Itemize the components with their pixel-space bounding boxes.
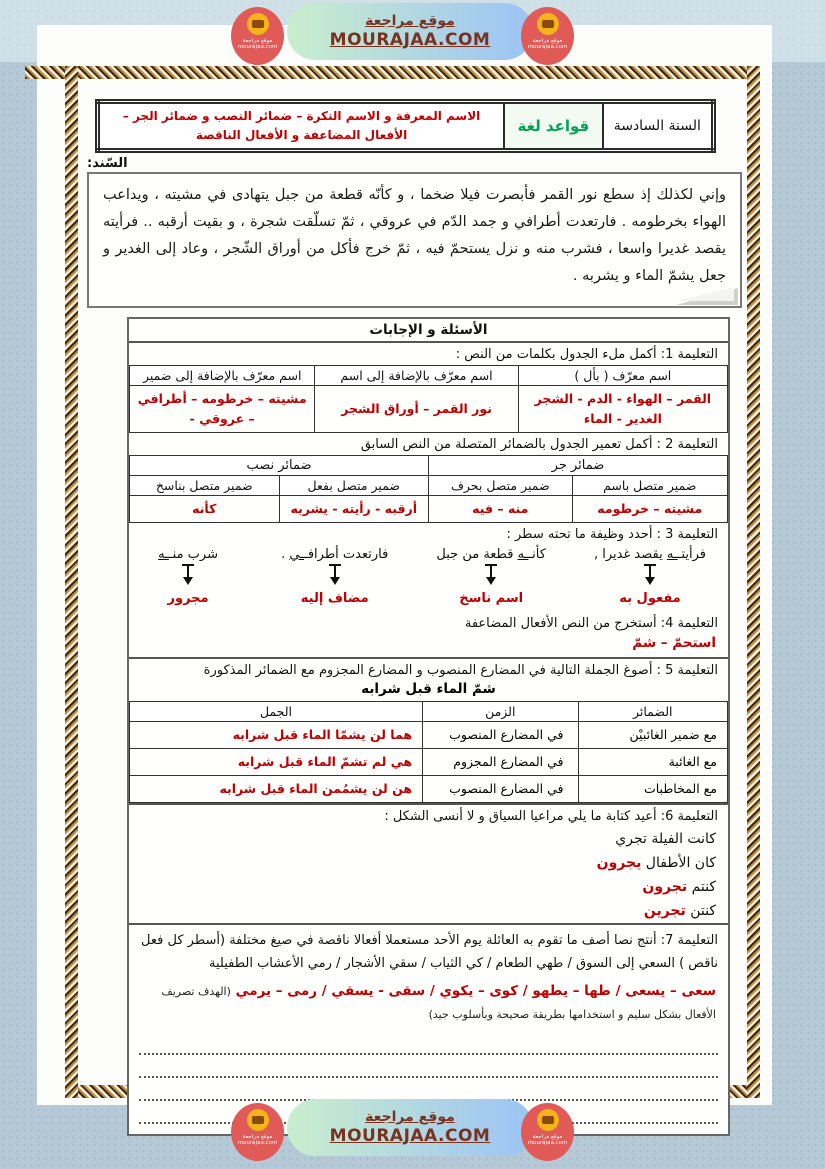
document-content — [87, 95, 742, 1091]
answer-cell: مشيته – خرطومه – أطرافي – عروقي - — [130, 385, 315, 432]
exercise-7-instruction: التعليمة 7: أنتج نصا أصف ما تقوم به العائلة يوم الأحد مستعملا أفعالا ناقصة في صيغ مختلفة (أسطر كل فعل ناقص ) السعي إلى السوق / طهي الطعام / كي الثياب / سقي الأشجار / رمي الأعشاب الطفيلية — [141, 932, 718, 972]
tense-cell: في المضارع المنصوب — [423, 775, 578, 802]
table-header-row — [130, 475, 728, 495]
exercise-6 — [129, 803, 728, 923]
exercise-3-diagram — [129, 545, 728, 612]
answer-cell: منه – فيه — [429, 495, 573, 522]
group-header-row — [130, 455, 728, 475]
site-logo-badge — [521, 7, 574, 65]
column-header: الزمن — [423, 701, 578, 721]
sentence-cell: هن لن يشمُمن الماء قبل شرابه — [130, 775, 423, 802]
answer-cell: كأنه — [130, 495, 280, 522]
underlined-phrase: كأنــه قطعة من جبل — [436, 546, 546, 562]
table-header-row — [130, 365, 728, 385]
pronoun-cell: مع ضمير الغائبيْن — [578, 721, 728, 748]
pronoun-cell: مع المخاطبات — [578, 775, 728, 802]
table-row — [130, 721, 728, 748]
diagram-item — [594, 547, 706, 606]
site-domain: MOURAJAA.COM — [329, 30, 491, 50]
site-domain: MOURAJAA.COM — [329, 1126, 491, 1146]
diagram-item — [143, 547, 233, 606]
column-header: ضمير متصل بفعل — [279, 475, 429, 495]
subject-cell: قواعد لغة — [504, 102, 603, 151]
underlined-phrase: فرأيتــه يقصد غديرا , — [594, 546, 706, 562]
book-logo-icon — [537, 13, 559, 35]
badge-text-ar: موقع مراجعة — [242, 1134, 273, 1140]
site-banner-top — [0, 0, 825, 72]
site-logo-badge — [521, 1103, 574, 1161]
exercise-1 — [129, 343, 728, 433]
topics-cell: الاسم المعرفة و الاسم النكرة – ضمائر النصب و ضمائر الجر – الأفعال المضاعفة و الأفعال الناقصة — [98, 102, 505, 151]
rewrite-line: كان الأطفال يجرون — [596, 854, 716, 871]
exercise-5 — [129, 657, 728, 803]
sentence-cell: هي لم تشمّ الماء قبل شرابه — [130, 748, 423, 775]
table-header-row — [130, 701, 728, 721]
exercise-1-table — [129, 365, 728, 433]
answer-cell: أرقبه - رأيته - يشربه — [279, 495, 429, 522]
down-arrow-icon — [187, 566, 189, 581]
lesson-header-table — [95, 99, 716, 153]
exercise-5-sentence: شمّ الماء قبل شرابه — [361, 680, 496, 697]
group-header: ضمائر نصب — [130, 455, 429, 475]
rewrite-line: كنتن تجرين — [643, 902, 716, 919]
sanad-text-box — [87, 172, 742, 307]
answer-cell: نور القمر – أوراق الشجر — [315, 385, 518, 432]
exercise-2-instruction: التعليمة 2 : أكمل تعمير الجدول بالضمائر المتصلة من النص السابق — [360, 436, 718, 452]
diagram-item — [436, 547, 546, 606]
exercise-7-answer: سعى – يسعى / طها – يطهو / كوى – يكوي / سقى - يسقي / رمى – يرمي (الهدف تصريف الأفعال بشكل سليم و استخدامها بطريقة صحيحة وبأسلوب جيد) — [161, 983, 716, 1022]
column-header: اسم معرّف ( بأل ) — [518, 365, 727, 385]
questions-answers-box — [127, 317, 730, 1137]
badge-text-domain: mourajaa.com — [527, 44, 568, 50]
badge-text-domain: mourajaa.com — [237, 44, 278, 50]
exercise-7-goal-note: (الهدف تصريف الأفعال بشكل سليم و استخدامها بطريقة صحيحة وبأسلوب جيد) — [161, 985, 716, 1022]
column-header: ضمير متصل بحرف — [429, 475, 573, 495]
rewrite-line: كانت الفيلة تجري — [615, 830, 716, 847]
answer-cell: مشيته – خرطومه — [572, 495, 727, 522]
exercise-5-instruction: التعليمة 5 : أصوغ الجملة التالية في المضارع المنصوب و المضارع المجزوم مع الضمائر المذكورة — [203, 662, 718, 678]
column-header: ضمير متصل بناسخ — [130, 475, 280, 495]
exercise-1-instruction: التعليمة 1: أكمل ملء الجدول بكلمات من النص : — [455, 346, 718, 362]
site-logo-badge — [231, 7, 284, 65]
badge-text-domain: mourajaa.com — [237, 1140, 278, 1146]
exercise-5-table — [129, 701, 728, 803]
site-link[interactable] — [287, 1099, 533, 1156]
badge-text-domain: mourajaa.com — [527, 1140, 568, 1146]
column-header: الضمائر — [578, 701, 728, 721]
function-label: مضاف إليه — [300, 590, 369, 606]
function-label: مجرور — [167, 590, 209, 606]
down-arrow-icon — [649, 566, 651, 581]
table-row — [130, 775, 728, 802]
site-link[interactable] — [287, 3, 533, 60]
group-header: ضمائر جر — [429, 455, 728, 475]
badge-text-ar: موقع مراجعة — [532, 38, 563, 44]
diagram-item — [281, 547, 388, 606]
exercise-4 — [129, 612, 728, 657]
dotted-answer-line — [139, 1055, 718, 1078]
site-name-arabic: موقع مراجعة — [365, 13, 455, 29]
answer-cell: القمر – الهواء - الدم - الشجر الغدير - الماء — [518, 385, 727, 432]
site-logo-badge — [231, 1103, 284, 1161]
tense-cell: في المضارع المجزوم — [423, 748, 578, 775]
sentence-cell: هما لن يشمّا الماء قبل شرابه — [130, 721, 423, 748]
tense-cell: في المضارع المنصوب — [423, 721, 578, 748]
sanad-label: السّند: — [87, 156, 128, 172]
column-header: اسم معرّف بالإضافة إلى اسم — [315, 365, 518, 385]
document-paper — [37, 25, 772, 1105]
book-logo-icon — [247, 1109, 269, 1131]
chain-border-left — [65, 66, 78, 1098]
answer-row — [130, 495, 728, 522]
exercise-2 — [129, 433, 728, 523]
exercise-6-instruction: التعليمة 6: أعيد كتابة ما يلي مراعيا السياق و لا أنسى الشكل : — [384, 808, 718, 824]
page-curl-decoration — [676, 288, 738, 305]
function-label: اسم ناسخ — [459, 590, 524, 606]
qa-section-title: الأسئلة و الإجابات — [129, 319, 728, 343]
badge-text-ar: موقع مراجعة — [532, 1134, 563, 1140]
badge-text-ar: موقع مراجعة — [242, 38, 273, 44]
dotted-answer-line — [139, 1032, 718, 1055]
rewrite-line: كنتم تجرون — [642, 878, 716, 895]
column-header: ضمير متصل باسم — [572, 475, 727, 495]
exercise-4-instruction: التعليمة 4: أستخرج من النص الأفعال المضاعفة — [464, 615, 718, 631]
exercise-3-instruction: التعليمة 3 : أحدد وظيفة ما تحته سطر : — [506, 526, 718, 542]
sanad-paragraph: وإني لكذلك إذ سطع نور القمر فأبصرت فيلا ضخما ، و كأنّه قطعة من جبل يتهادى في مشيته ، ويداعب الهواء بخرطومه . فارتعدت أطرافي و جمد الدّم في عروقي ، ثمّ تسلّقت شجرة ، و بقيت أرقبه .. فرأيته يقصد غديرا واسعا ، فشرب منه و نزل يستحمّ فيه ، ثمّ خرج فأكل من أوراق الشّجر ، وعاد إلى الغدير و جعل يشمّ الماء و يشربه . — [103, 187, 726, 284]
table-row — [130, 748, 728, 775]
pronoun-cell: مع الغائبة — [578, 748, 728, 775]
answer-row — [130, 385, 728, 432]
exercise-3 — [129, 523, 728, 612]
book-logo-icon — [247, 13, 269, 35]
underlined-phrase: شرب منــه — [158, 546, 218, 562]
column-header: الجمل — [130, 701, 423, 721]
function-label: مفعول به — [619, 590, 681, 606]
column-header: اسم معرّف بالإضافة إلى ضمير — [130, 365, 315, 385]
book-logo-icon — [537, 1109, 559, 1131]
grade-cell: السنة السادسة — [603, 102, 714, 151]
exercise-2-table — [129, 455, 728, 523]
underlined-phrase: فارتعدت أطرافــي . — [281, 546, 389, 562]
site-banner-bottom — [0, 1096, 825, 1168]
down-arrow-icon — [490, 566, 492, 581]
chain-border-right — [747, 66, 760, 1098]
exercise-4-answer: استحمّ – شمّ — [632, 634, 716, 651]
site-name-arabic: موقع مراجعة — [365, 1109, 455, 1125]
down-arrow-icon — [334, 566, 336, 581]
